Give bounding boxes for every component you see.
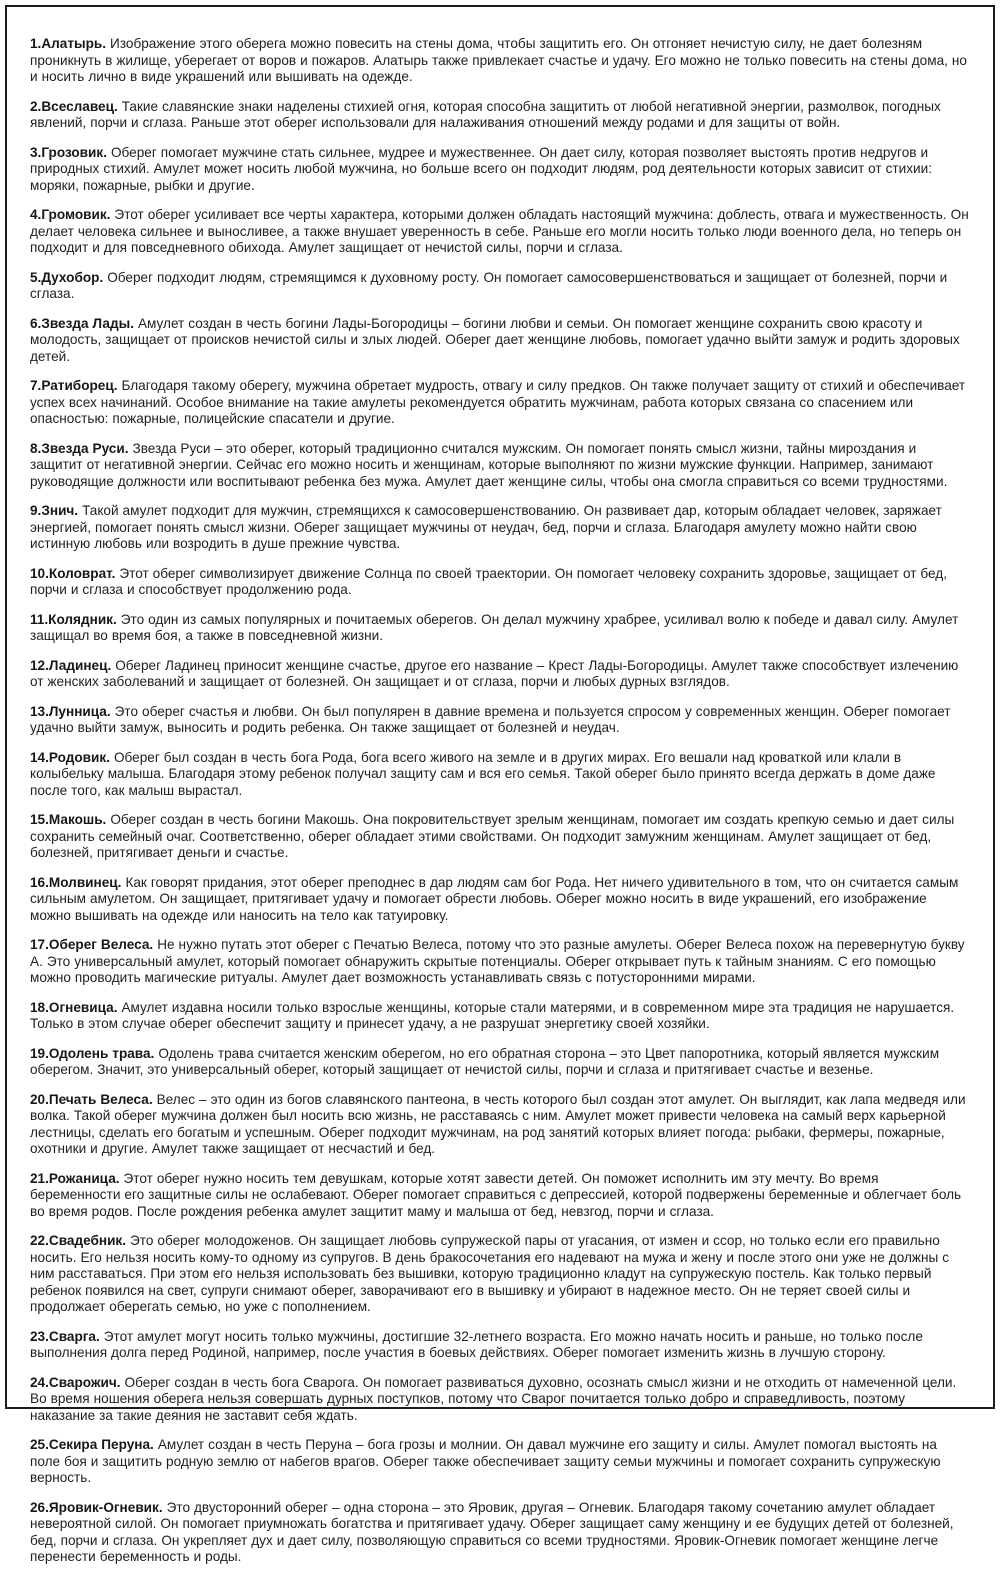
- amulet-term: 22.Свадебник.: [30, 1233, 127, 1248]
- amulet-description: Оберег создан в честь бога Сварога. Он помогает развиваться духовно, осознать смысл жизни и не отходить от намеченной цели. Во время ношения оберега нельзя совершать дурных поступков, потому что Сварог почитается только добро и справедливость, поэтому наказание за такие деяния не заставит себя ждать.: [30, 1374, 957, 1423]
- amulet-entry-17: [30, 937, 970, 987]
- amulet-description: Как говорят придания, этот оберег преподнес в дар людям сам бог Рода. Нет ничего удивительного в том, что он считается самым сильным амулетом. Он защищает, притягивает удачу и помогает обрести любовь. Оберег можно носить в виде украшений, его изображение можно вышивать на одежде или наносить на тело как татуировку.: [30, 874, 959, 923]
- amulet-description: Оберег Ладинец приносит женщине счастье, другое его название – Крест Лады-Богородицы. Амулет также способствует излечению от женских заболеваний и защищает от болезней. Он защищает и от сглаза, порчи и любых дурных взглядов.: [30, 657, 959, 689]
- amulet-term: 1.Алатырь.: [30, 36, 107, 51]
- amulet-entry-24: [30, 1375, 970, 1425]
- amulet-description: Оберег был создан в честь бога Рода, бога всего живого на земле и в других мирах. Его вешали над кроваткой или клали в колыбельку малыша. Благодаря этому ребенок получал защиту сам и вся его семья. Такой оберег было принято всегда держать в доме даже после того, как малыш вырастал.: [30, 749, 936, 798]
- amulet-description: Изображение этого оберега можно повесить на стены дома, чтобы защитить его. Он отгоняет нечистую силу, не дает болезням проникнуть в жилище, уберегает от воров и пожаров. Алатырь также привлекает счастье и удачу. Его можно не только повесить на стены дома, но и носить лично в виде украшений или вышивать на одежде.: [30, 36, 967, 84]
- amulet-term: 6.Звезда Лады.: [30, 315, 134, 331]
- amulet-term: 5.Духобор.: [30, 269, 104, 285]
- amulet-description: Амулет создан в честь Перуна – бога грозы и молнии. Он давал мужчине его защиту и силы. Амулет помогал выстоять на поле боя и защитить родную землю от набегов врагов. Оберег также обеспечивает защиту семьи мужчины и помогает сохранить супружескую верность.: [30, 1437, 941, 1485]
- amulet-term: 15.Макошь.: [30, 812, 107, 827]
- amulet-description: Это оберег молодоженов. Он защищает любовь супружеской пары от угасания, от измен и ссор, но только если его правильно носить. Его нельзя носить кому-то одному из супругов. В день бракосочетания его надевают на мужа и жену и после этого они уже не должны с ним расставаться. При этом его нельзя использовать без вышивки, которую традиционно кладут на супружескую постель. Как только первый ребенок появился на свет, супруги снимают оберег, заворачивают его в вышивку и убирают в надежное место. Он не теряет своей силы и продолжает оберегать семью, но уже с пополнением.: [30, 1233, 950, 1314]
- amulet-description: Оберег подходит людям, стремящимся к духовному росту. Он помогает самосовершенствоваться и защищает от болезней, порчи и сглаза.: [30, 269, 948, 301]
- amulet-description: Этот оберег символизирует движение Солнца по своей траектории. Он помогает человеку сохранить здоровье, защищает от бед, порчи и сглаза и способствует продолжению рода.: [30, 565, 948, 597]
- amulet-description: Этот оберег нужно носить тем девушкам, которые хотят завести детей. Он поможет исполнить им эту мечту. Во время беременности его защитные силы не ослабевают. Оберег помогает справиться с депрессией, которой подвержены беременные и облегчает боль во время родов. После рождения ребенка амулет защитит маму и малыша от бед, невзгод, порчи и сглаза.: [30, 1170, 962, 1219]
- amulet-entry-15: [30, 812, 970, 862]
- amulet-term: 12.Ладинец.: [30, 657, 112, 673]
- amulet-entry-10: [30, 566, 970, 599]
- amulet-description: Это один из самых популярных и почитаемых оберегов. Он делал мужчину храбрее, усиливал волю к победе и давал силу. Амулет защищал во время боя, а также в повседневной жизни.: [30, 611, 959, 643]
- document-body: [30, 36, 970, 1579]
- amulet-term: 3.Грозовик.: [30, 144, 107, 160]
- amulet-entry-13: [30, 704, 970, 737]
- amulet-term: 19.Одолень трава.: [30, 1045, 155, 1061]
- amulet-entry-16: [30, 875, 970, 925]
- amulet-term: 8.Звезда Руси.: [30, 440, 129, 456]
- amulet-entry-22: [30, 1233, 970, 1316]
- amulet-description: Такие славянские знаки наделены стихией огня, которая способна защитить от любой негативной энергии, размолвок, погодных явлений, порчи и сглаза. Раньше этот оберег использовали для налаживания отношений между родами и для защиты от войн.: [30, 98, 941, 130]
- amulet-term: 11.Колядник.: [30, 611, 117, 627]
- amulet-entry-4: [30, 207, 970, 257]
- amulet-description: Это двусторонний оберег – одна сторона – это Яровик, другая – Огневик. Благодаря такому сочетанию амулет обладает невероятной силой. Он помогает приумножать богатства и притягивает удачу. Оберег защищает саму женщину и ее будущих детей от болезней, бед, порчи и сглаза. Он укрепляет дух и дает силу, позволяющую справиться со всеми трудностями. Яровик-Огневик помогает женщине легче перенести беременность и роды.: [30, 1499, 954, 1564]
- amulet-description: Амулет издавна носили только взрослые женщины, которые стали матерями, и в современном мире эта традиция не нарушается. Только в этом случае оберег обеспечит защиту и принесет удачу, а не разрушат энергетику своей хозяйки.: [30, 999, 955, 1031]
- amulet-term: 25.Секира Перуна.: [30, 1437, 154, 1452]
- amulet-entry-25: [30, 1437, 970, 1487]
- amulet-entry-21: [30, 1171, 970, 1221]
- amulet-term: 23.Сварга.: [30, 1328, 100, 1344]
- amulet-term: 13.Лунница.: [30, 703, 111, 719]
- amulet-entry-2: [30, 99, 970, 132]
- amulet-description: Этот амулет могут носить только мужчины, достигшие 32-летнего возраста. Его можно начать носить и раньше, но только после выполнения долга перед Родиной, например, после участия в боевых действиях. Оберег помогает изменить жизнь в лучшую сторону.: [30, 1328, 923, 1360]
- amulet-description: Амулет создан в честь богини Лады-Богородицы – богини любви и семьи. Он помогает женщине сохранить свою красоту и молодость, защищает от происков нечистой силы и злых людей. Оберег дает женщине любовь, помогает удачно выйти замуж и родить здоровых детей.: [30, 315, 960, 364]
- amulet-entry-20: [30, 1092, 970, 1158]
- amulet-entry-18: [30, 1000, 970, 1033]
- amulet-entry-7: [30, 378, 970, 428]
- amulet-term: 26.Яровик-Огневик.: [30, 1499, 163, 1515]
- amulet-term: 4.Громовик.: [30, 207, 111, 222]
- amulet-entry-5: [30, 270, 970, 303]
- amulet-term: 7.Ратиборец.: [30, 378, 118, 393]
- amulet-entry-6: [30, 316, 970, 366]
- amulet-term: 16.Молвинец.: [30, 874, 122, 890]
- amulet-entry-1: [30, 36, 970, 86]
- amulet-description: Такой амулет подходит для мужчин, стремящихся к самосовершенствованию. Он развивает дар, которым обладает человек, заряжает энергией, помогает понять смысл жизни. Оберег защищает мужчины от неудач, бед, порчи и сглаза. Благодаря амулету можно найти свою истинную любовь или возродить в душе прежние чувства.: [30, 503, 942, 551]
- amulet-description: Одолень трава считается женским оберегом, но его обратная сторона – это Цвет папоротника, который является мужским оберегом. Значит, это универсальный оберег, который защищает от нечистой силы, порчи и сглаза и притягивает счастье и везенье.: [30, 1045, 940, 1077]
- amulet-description: Не нужно путать этот оберег с Печатью Велеса, потому что это разные амулеты. Оберег Велеса похож на перевернутую букву А. Это универсальный амулет, который помогает обнаружить скрытые потенциалы. Оберег открывает путь к тайным знаниям. С его помощью можно проводить магические ритуалы. Амулет дает возможность устанавливать связь с потусторонними мирами.: [30, 937, 965, 985]
- amulet-term: 14.Родовик.: [30, 749, 110, 765]
- amulet-entry-19: [30, 1046, 970, 1079]
- amulet-entry-9: [30, 503, 970, 553]
- amulet-description: Оберег создан в честь богини Макошь. Она покровительствует зрелым женщинам, помогает им создать крепкую семью и дает силы сохранить семейный очаг. Соответственно, оберег обладает этими свойствами. Он подходит замужним женщинам. Амулет защищает от бед, болезней, притягивает деньги и счастье.: [30, 812, 955, 860]
- amulet-term: 18.Огневица.: [30, 999, 118, 1015]
- amulet-term: 20.Печать Велеса.: [30, 1091, 153, 1107]
- amulet-entry-23: [30, 1329, 970, 1362]
- amulet-description: Этот оберег усиливает все черты характера, которыми должен обладать настоящий мужчина: доблесть, отвага и мужественность. Он делает человека сильнее и выносливее, а также внушает уверенность в себе. Раньше его могли носить только люди военного дела, но теперь он подходит и для повседневного обихода. Амулет защищает от нечистой силы, порчи и сглаза.: [30, 207, 969, 255]
- amulet-entry-3: [30, 145, 970, 195]
- amulet-description: Оберег помогает мужчине стать сильнее, мудрее и мужественнее. Он дает силу, которая позволяет выстоять против недругов и природных стихий. Амулет может носить любой мужчина, но больше всего он подходит людям, род деятельности которых зависит от стихии: моряки, пожарные, рыбки и другие.: [30, 144, 933, 193]
- amulet-term: 9.Знич.: [30, 503, 79, 518]
- amulet-term: 10.Коловрат.: [30, 565, 116, 581]
- amulet-entry-8: [30, 441, 970, 491]
- amulet-entry-11: [30, 612, 970, 645]
- amulet-term: 24.Сварожич.: [30, 1374, 121, 1390]
- amulet-description: Благодаря такому оберегу, мужчина обретает мудрость, отвагу и силу предков. Он также получает защиту от стихий и обеспечивает успех всех начинаний. Особое внимание на такие амулеты рекомендуется обратить мужчинам, работа которых связана со спасением или опасностью: пожарные, полицейские спасатели и другие.: [30, 378, 966, 426]
- amulet-term: 21.Рожаница.: [30, 1170, 120, 1186]
- amulet-description: Это оберег счастья и любви. Он был популярен в давние времена и пользуется спросом у современных женщин. Оберег помогает удачно выйти замуж, выносить и родить ребенка. Он также защищает от болезней и неудач.: [30, 703, 951, 735]
- amulet-entry-12: [30, 658, 970, 691]
- amulet-entry-26: [30, 1500, 970, 1566]
- amulet-description: Звезда Руси – это оберег, который традиционно считался мужским. Он помогает понять смысл жизни, тайны мироздания и защитит от негативной энергии. Сейчас его можно носить и женщинам, которые выполняют по жизни мужские функции. Например, занимают руководящие должности или воспитывают ребенка без мужа. Амулет дает женщине силы, чтобы она смогла справиться со всеми трудностями.: [30, 440, 948, 489]
- amulet-entry-14: [30, 750, 970, 800]
- amulet-description: Велес – это один из богов славянского пантеона, в честь которого был создан этот амулет. Он выглядит, как лапа медведя или волка. Такой оберег мужчина должен был носить всю жизнь, не расставаясь с ним. Амулет может привести человека на самый верх карьерной лестницы, сделать его богатым и успешным. Оберег подходит мужчинам, на род занятий которых влияет погода: рыбаки, фермеры, пожарные, охотники и другие. Амулет также защищает от несчастий и бед.: [30, 1091, 966, 1156]
- amulet-term: 17.Оберег Велеса.: [30, 937, 154, 952]
- amulet-term: 2.Всеславец.: [30, 98, 118, 114]
